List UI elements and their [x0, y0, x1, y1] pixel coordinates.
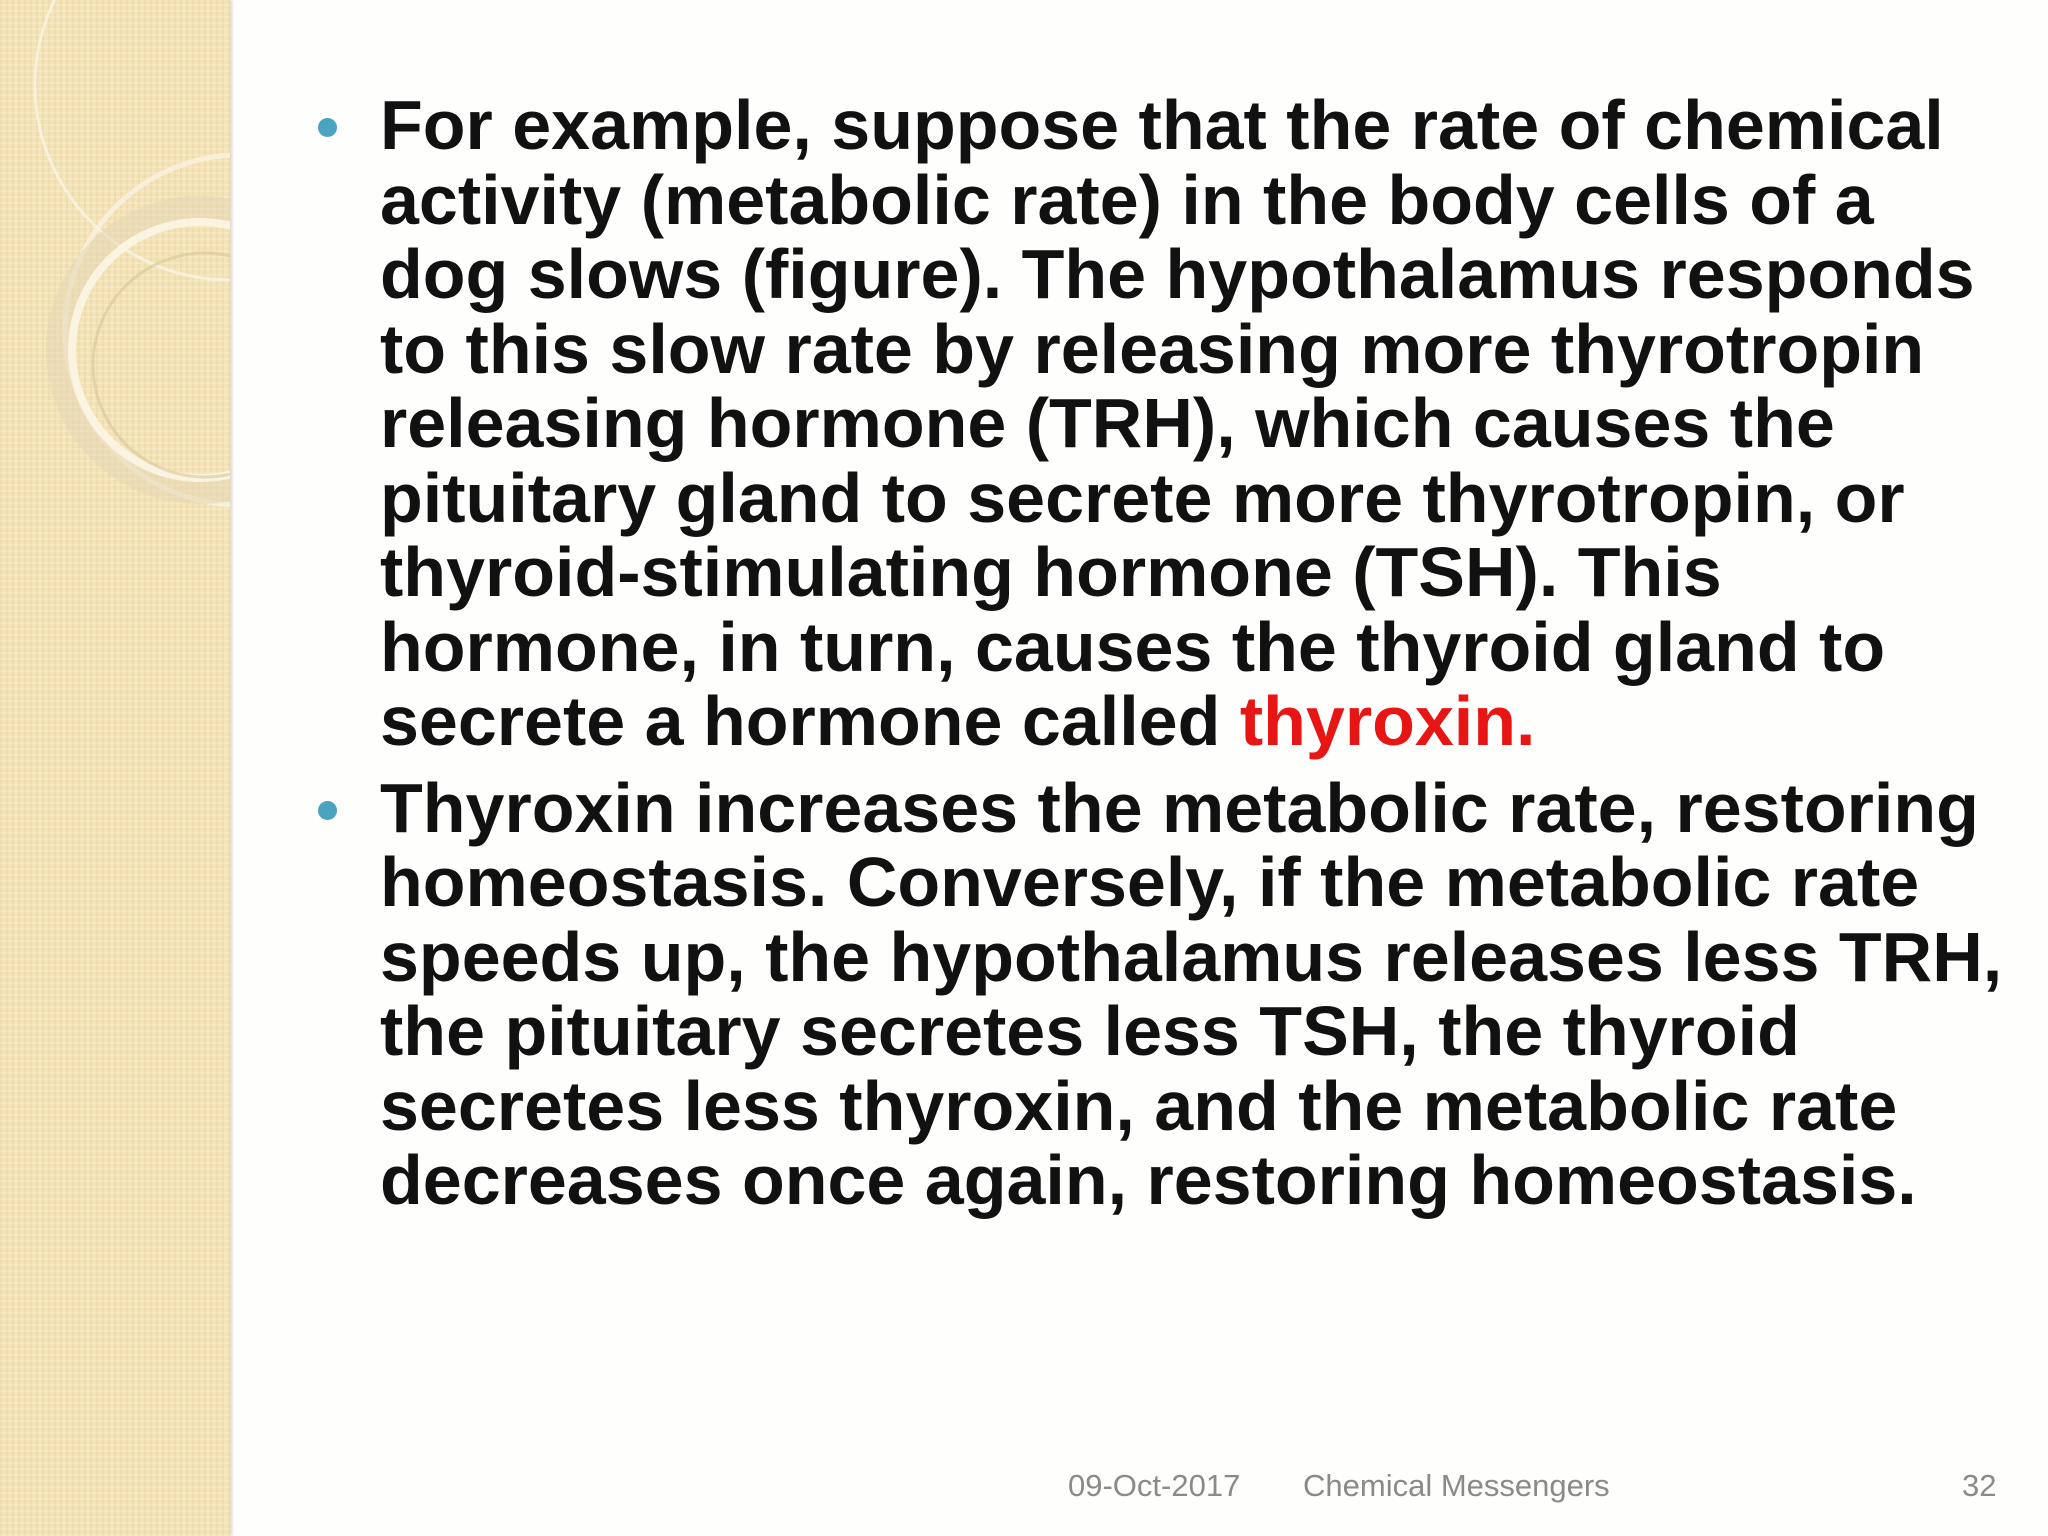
footer-title: Chemical Messengers: [1303, 1468, 1610, 1503]
bullet-item: [318, 88, 2018, 759]
slide-number: 32: [1962, 1468, 1997, 1503]
bullet-item: [318, 768, 2018, 1219]
bullet-dot-icon: [318, 801, 337, 820]
bullet-text: [380, 768, 2018, 1219]
decorative-rings: [0, 0, 230, 520]
footer-date: 09-Oct-2017: [1068, 1468, 1241, 1503]
bullet-main-text: For example, suppose that the rate of chemical activity (metabolic rate) in the body cells of a dog slows (figure). The hypothalamus responds to this slow rate by releasing more thyrotropin releasing hormone (TRH), which causes the pituitary gland to secrete more thyrotropin, or thyroid-stimulating hormone (TSH). This hormone, in turn, causes the thyroid gland to secrete a hormone called: [380, 86, 1975, 760]
bullet-main-text: Thyroxin increases the metabolic rate, restoring homeostasis. Conversely, if the metabolic rate speeds up, the hypothalamus releases less TRH, the pituitary secretes less TSH, the thyroid secretes less thyroxin, and the metabolic rate decreases once again, restoring homeostasis.: [380, 768, 2003, 1219]
highlighted-term: thyroxin.: [1239, 682, 1536, 760]
bullet-text: [380, 88, 2018, 759]
bullet-dot-icon: [318, 118, 337, 137]
slide-body: [318, 88, 2018, 1230]
decorative-side-band: [0, 0, 230, 1536]
